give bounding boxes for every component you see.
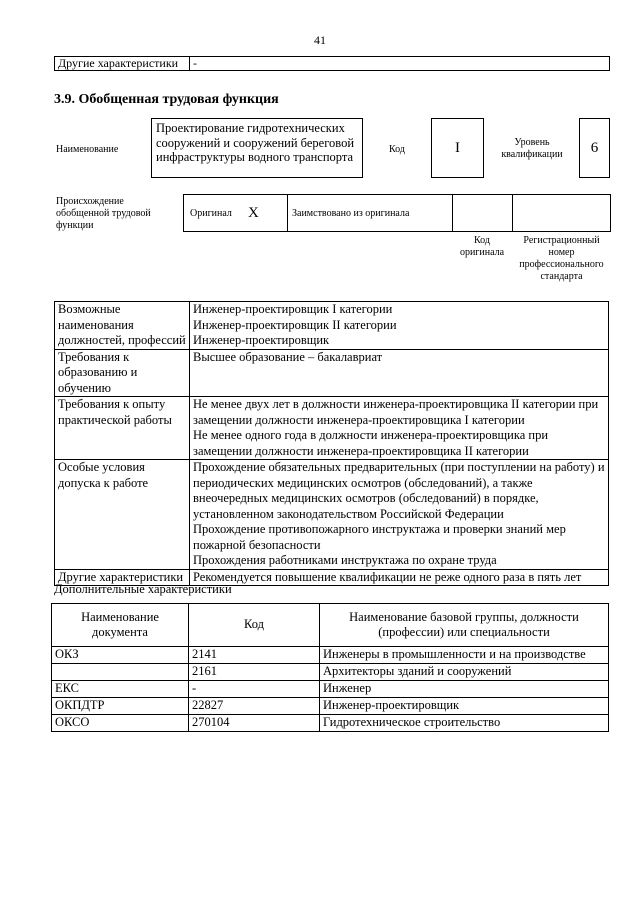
cell-name: Гидротехническое строительство — [320, 715, 609, 732]
characteristics-table — [54, 301, 609, 586]
table-row — [52, 647, 609, 664]
additional-characteristics-title: Дополнительные характеристики — [54, 582, 232, 596]
row-label: Возможные наименования должностей, профессий — [55, 302, 190, 350]
cell-code: 2141 — [189, 647, 320, 664]
cell-name: Инженер — [320, 681, 609, 698]
row-value — [190, 460, 609, 570]
value-line: Прохождения работниками инструктажа по охране труда — [193, 553, 497, 567]
origin-divider — [287, 194, 288, 232]
registration-number-caption: Регистрационный номер профессионального стандарта — [519, 235, 604, 282]
cell-document: ОКЗ — [52, 647, 189, 664]
origin-box — [183, 194, 611, 232]
cell-code: 22827 — [189, 698, 320, 715]
column-header-name: Наименование базовой группы, должности (профессии) или специальности — [320, 604, 609, 647]
cell-document: ОКСО — [52, 715, 189, 732]
original-mark: X — [248, 205, 259, 221]
section-title: 3.9. Обобщенная трудовая функция — [54, 92, 279, 107]
row-label: Требования к опыту практической работы — [55, 397, 190, 460]
function-name-value: Проектирование гидротехнических сооружений и сооружений береговой инфраструктуры водного транспорта — [151, 118, 363, 178]
code-value: I — [431, 118, 484, 178]
cell-name: Инженеры в промышленности и на производстве — [320, 647, 609, 664]
borrowed-label: Заимствовано из оригинала — [292, 208, 410, 219]
origin-divider — [452, 194, 453, 232]
table-row — [55, 460, 609, 570]
table-row — [52, 664, 609, 681]
table-row — [55, 302, 609, 350]
table-row — [52, 698, 609, 715]
qualification-level-value: 6 — [579, 118, 610, 178]
row-label: Требования к образованию и обучению — [55, 349, 190, 397]
value-line: Не менее двух лет в должности инженера-проектировщика II категории при замещении должности инженера-проектировщика I категории — [193, 397, 599, 427]
value-line: Инженер-проектировщик — [193, 333, 330, 347]
cell-document — [52, 664, 189, 681]
value-line: Инженер-проектировщик II категории — [193, 317, 397, 332]
original-label: Оригинал — [190, 208, 232, 219]
row-value — [190, 349, 609, 397]
origin-label: Происхождение обобщенной трудовой функции — [56, 196, 151, 231]
column-header-document: Наименование документа — [52, 604, 189, 647]
cell-code: - — [189, 681, 320, 698]
value-line: Не менее одного года в должности инженера-проектировщика при замещении должности инженера-проектировщика II категории — [193, 428, 549, 458]
other-characteristics-value: - — [190, 57, 610, 71]
row-label: Другие характеристики — [55, 569, 190, 586]
value-line: Высшее образование – бакалавриат — [193, 349, 383, 364]
cell-name: Архитекторы зданий и сооружений — [320, 664, 609, 681]
original-code-caption: Код оригинала — [459, 235, 505, 258]
cell-code: 2161 — [189, 664, 320, 681]
table-row — [55, 349, 609, 397]
additional-characteristics-table — [51, 603, 609, 732]
value-line: Прохождение противопожарного инструктажа и проверки знаний мер пожарной безопасности — [193, 522, 566, 552]
value-line: Прохождение обязательных предварительных (при поступлении на работу) и периодических медицинских осмотров (обследований), а также внеочередных медицинских осмотров (обследований) в порядке, установленном законодательством Российской Федерации — [193, 460, 605, 521]
cell-name: Инженер-проектировщик — [320, 698, 609, 715]
code-label: Код — [389, 144, 405, 155]
table-row — [52, 681, 609, 698]
cell-document: ОКПДТР — [52, 698, 189, 715]
column-header-code: Код — [189, 604, 320, 647]
row-value — [190, 302, 609, 350]
qualification-level-label: Уровень квалификации — [501, 137, 563, 160]
value-line: Рекомендуется повышение квалификации не реже одного раза в пять лет — [193, 569, 582, 584]
value-line: Инженер-проектировщик I категории — [193, 302, 393, 316]
page-number: 41 — [314, 33, 326, 47]
other-characteristics-label: Другие характеристики — [55, 57, 190, 71]
table-row — [52, 715, 609, 732]
row-label: Особые условия допуска к работе — [55, 460, 190, 570]
row-value — [190, 569, 609, 586]
cell-code: 270104 — [189, 715, 320, 732]
table-row — [55, 397, 609, 460]
table-header-row — [52, 604, 609, 647]
function-name-label: Наименование — [56, 144, 119, 155]
origin-divider — [512, 194, 513, 232]
other-characteristics-top-table — [54, 56, 610, 71]
cell-document: ЕКС — [52, 681, 189, 698]
row-value — [190, 397, 609, 460]
